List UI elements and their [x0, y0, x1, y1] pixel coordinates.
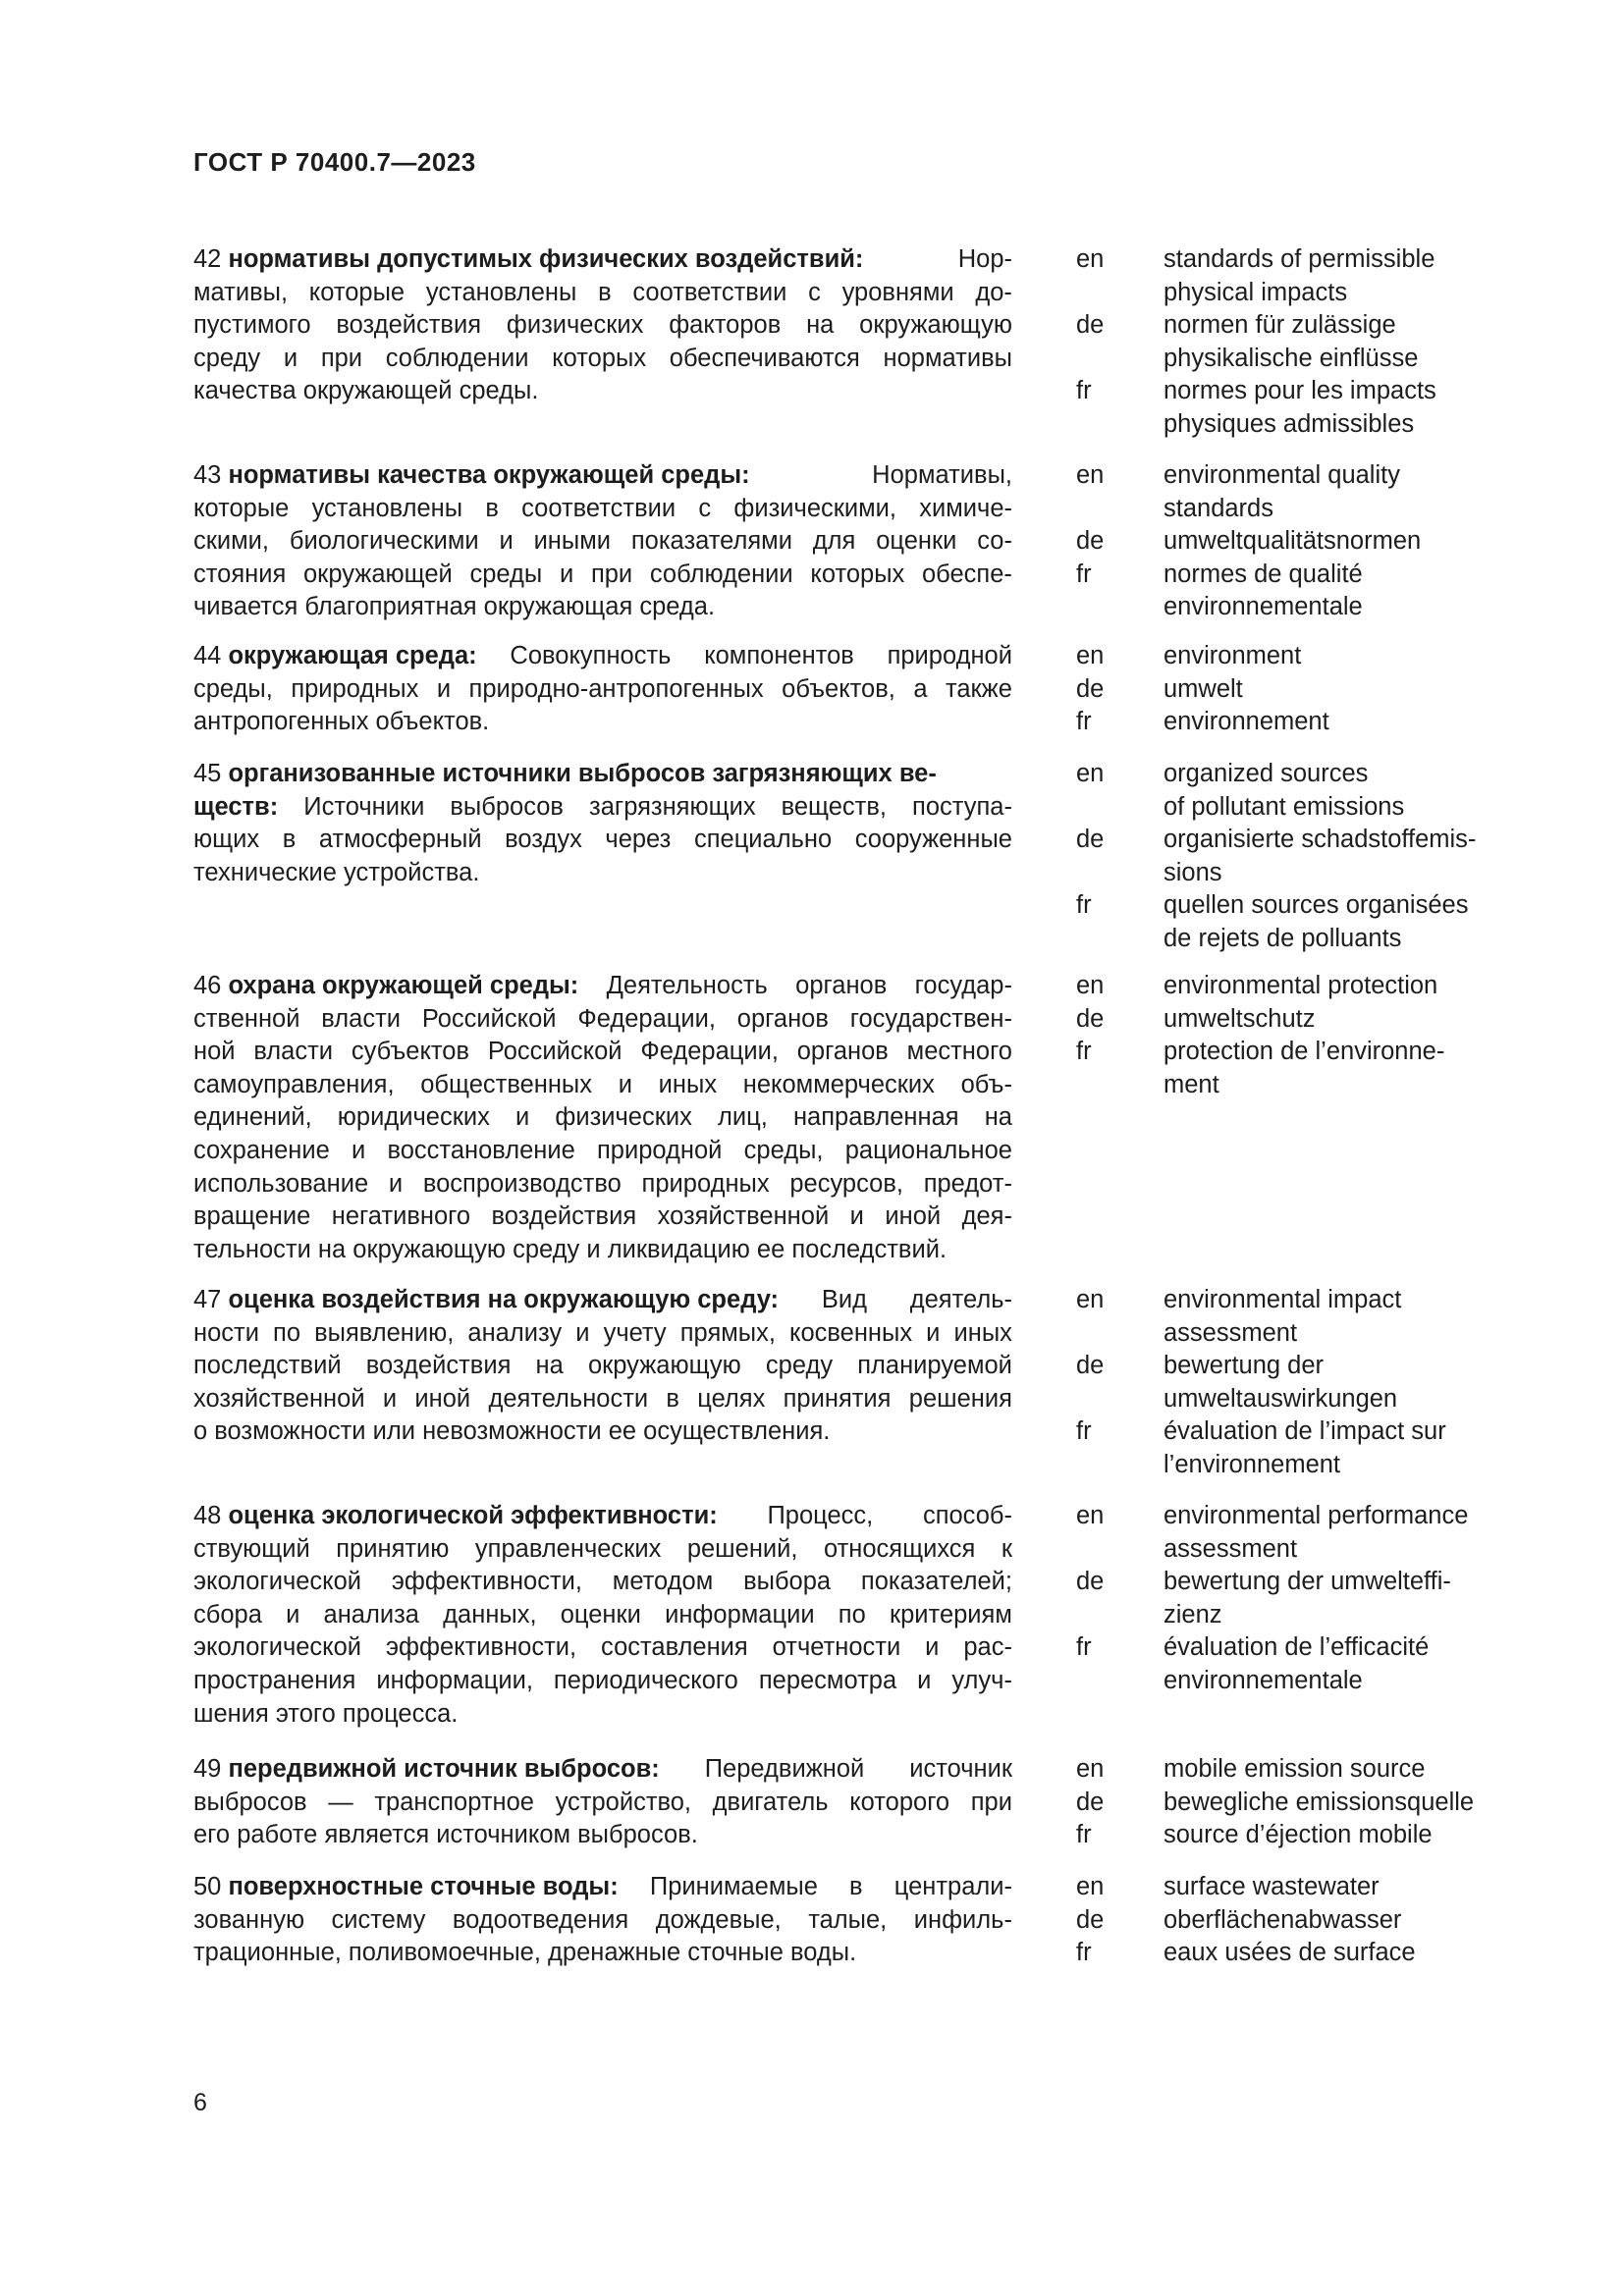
definition-line: сохранение и восстановление природной среды, рациональное	[193, 1136, 1012, 1164]
term-definition	[193, 970, 1012, 1266]
foreign-term: de rejets de polluants	[1164, 925, 1402, 952]
definition-line: самоуправления, общественных и иных некоммерческих объ-	[193, 1070, 1012, 1098]
definition-word: источник	[909, 1755, 1012, 1783]
language-code: de	[1076, 1004, 1105, 1033]
definition-line: качества окружающей среды.	[193, 377, 539, 405]
term-title: организованные источники выбросов загрязняющих ве-	[228, 760, 937, 787]
term-definition	[193, 459, 1012, 624]
foreign-term: l’environnement	[1164, 1451, 1341, 1478]
definition-line: Нормативы,	[872, 461, 1012, 489]
definition-line: шения этого процесса.	[193, 1699, 459, 1728]
foreign-term: eaux usées de surface	[1164, 1939, 1416, 1967]
term-definition	[193, 758, 1012, 889]
definition-line: трационные, поливомоечные, дренажные сточные воды.	[193, 1939, 857, 1967]
foreign-term: quellen sources organisées	[1164, 891, 1469, 920]
language-code: fr	[1076, 1633, 1092, 1662]
foreign-term: standards of permissible	[1164, 245, 1435, 273]
foreign-term: mobile emission source	[1164, 1755, 1426, 1783]
definition-word: в	[849, 1873, 863, 1900]
definition-word: деятель-	[909, 1286, 1012, 1313]
language-code: fr	[1076, 1038, 1092, 1066]
term-definition	[193, 640, 1012, 739]
language-code: fr	[1076, 891, 1092, 920]
definition-line: ной власти субъектов Российской Федерации, органов местного	[193, 1038, 1012, 1066]
definition-line: пространения информации, периодического пересмотра и улуч-	[193, 1666, 1012, 1694]
term-title: нормативы качества окружающей среды:	[228, 461, 750, 489]
definition-line: сбора и анализа данных, оценки информации по критериям	[193, 1600, 1012, 1629]
term-definition	[193, 1500, 1012, 1731]
term-number: 49	[193, 1755, 229, 1783]
foreign-term: environmental protection	[1164, 972, 1438, 999]
language-code: fr	[1076, 560, 1092, 588]
term-number: 42	[193, 245, 229, 273]
language-code: de	[1076, 1352, 1105, 1380]
definition-word: Вид	[821, 1286, 867, 1313]
language-code: fr	[1076, 377, 1092, 405]
term-title: поверхностные сточные воды:	[228, 1873, 619, 1900]
definition-word: компонентов	[704, 642, 854, 669]
term-number: 47	[193, 1286, 229, 1313]
language-code: de	[1076, 1788, 1105, 1816]
definition-line: ющих в атмосферный воздух через специально сооруженные	[193, 826, 1012, 854]
foreign-term: bewertung der	[1164, 1352, 1325, 1380]
definition-line: зованную систему водоотведения дождевые, талые, инфиль-	[193, 1905, 1012, 1934]
definition-word: Принимаемые	[649, 1873, 818, 1900]
foreign-term: umweltschutz	[1164, 1004, 1316, 1033]
foreign-term: organized sources	[1164, 760, 1369, 787]
foreign-term: sions	[1164, 858, 1222, 886]
foreign-term: umweltauswirkungen	[1164, 1384, 1398, 1413]
definition-line: ществ: Источники выбросов загрязняющих веществ, поступа-	[193, 792, 1012, 821]
term-definition	[193, 243, 1012, 408]
foreign-term: environment	[1164, 642, 1302, 669]
term-title: окружающая среда:	[228, 642, 477, 669]
term-number: 46	[193, 972, 229, 999]
term-number: 50	[193, 1873, 229, 1900]
definition-word: Совокупность	[510, 642, 672, 669]
definition-line: среды, природных и природно-антропогенных объектов, а также	[193, 674, 1012, 703]
foreign-term: protection de l’environne-	[1164, 1038, 1445, 1066]
language-code: en	[1076, 1873, 1105, 1900]
definition-line: среду и при соблюдении которых обеспечиваются нормативы	[193, 344, 1012, 372]
foreign-term: physikalische einflüsse	[1164, 344, 1419, 372]
definition-word: централи-	[893, 1873, 1012, 1900]
foreign-term: organisierte schadstoffemis-	[1164, 826, 1477, 854]
term-title: передвижной источник выбросов:	[228, 1755, 660, 1783]
language-code: en	[1076, 461, 1105, 489]
term-title: оценка экологической эффективности:	[228, 1502, 718, 1529]
definition-line: ственной власти Российской Федерации, органов государствен-	[193, 1004, 1012, 1033]
definition-line: использование и воспроизводство природных ресурсов, предот-	[193, 1169, 1012, 1198]
foreign-term: of pollutant emissions	[1164, 792, 1405, 821]
foreign-term: physical impacts	[1164, 278, 1348, 306]
term-number: 44	[193, 642, 229, 669]
language-code: de	[1076, 527, 1105, 556]
definition-line: чивается благоприятная окружающая среда.	[193, 593, 716, 621]
definition-word: Процесс,	[767, 1502, 874, 1529]
language-code: en	[1076, 760, 1105, 787]
foreign-term: umwelt	[1164, 674, 1243, 703]
term-title: охрана окружающей среды:	[228, 972, 579, 999]
definition-line: экологической эффективности, составления отчетности и рас-	[193, 1633, 1012, 1662]
definition-line: хозяйственной и иной деятельности в целях принятия решения	[193, 1384, 1012, 1413]
definition-line: последствий воздействия на окружающую среду планируемой	[193, 1352, 1012, 1380]
term-definition	[193, 1871, 1012, 1970]
foreign-term: assessment	[1164, 1318, 1298, 1347]
term-number: 48	[193, 1502, 229, 1529]
foreign-term: évaluation de l’efficacité	[1164, 1633, 1430, 1662]
definition-word: способ-	[922, 1502, 1012, 1529]
foreign-term: standards	[1164, 494, 1273, 522]
definition-line: вращение негативного воздействия хозяйственной и иной дея-	[193, 1202, 1012, 1231]
foreign-term: bewertung der umwelteffi-	[1164, 1568, 1451, 1596]
definition-line: Нор-	[957, 245, 1012, 273]
term-title: оценка воздействия на окружающую среду:	[228, 1286, 780, 1313]
language-code: en	[1076, 642, 1105, 669]
language-code: fr	[1076, 1939, 1092, 1967]
definition-line: о возможности или невозможности ее осуществления.	[193, 1417, 831, 1446]
definition-line: антропогенных объектов.	[193, 708, 490, 736]
foreign-term: assessment	[1164, 1534, 1298, 1563]
term-number: 45	[193, 760, 229, 787]
term-title: нормативы допустимых физических воздействий:	[228, 245, 864, 273]
foreign-term: environnementale	[1164, 593, 1363, 621]
definition-word: государ-	[914, 972, 1012, 999]
language-code: de	[1076, 674, 1105, 703]
language-code: fr	[1076, 708, 1092, 736]
language-code: fr	[1076, 1417, 1092, 1446]
definition-line: технические устройства.	[193, 858, 480, 886]
foreign-term: environnementale	[1164, 1667, 1363, 1694]
foreign-term: évaluation de l’impact sur	[1164, 1417, 1446, 1446]
language-code: de	[1076, 1905, 1105, 1934]
foreign-term: surface wastewater	[1164, 1873, 1380, 1900]
language-code: de	[1076, 1568, 1105, 1596]
definition-line: стояния окружающей среды и при соблюдении которых обеспе-	[193, 560, 1012, 588]
language-code: en	[1076, 972, 1105, 999]
page-number: 6	[193, 2089, 207, 2116]
foreign-term: ment	[1164, 1070, 1219, 1098]
definition-line: его работе является источником выбросов.	[193, 1821, 698, 1849]
foreign-term: normen für zulässige	[1164, 311, 1396, 340]
definition-line: пустимого воздействия физических факторов на окружающую	[193, 311, 1012, 340]
foreign-term: environmental performance	[1164, 1502, 1469, 1529]
definition-line: ствующий принятию управленческих решений, относящихся к	[193, 1534, 1012, 1563]
language-code: de	[1076, 311, 1105, 340]
language-code: en	[1076, 1755, 1105, 1783]
definition-line: которые установлены в соответствии с физическими, химиче-	[193, 494, 1012, 522]
definition-word: Деятельность	[606, 972, 768, 999]
foreign-term: environnement	[1164, 708, 1329, 736]
definition-line: скими, биологическими и иными показателями для оценки со-	[193, 527, 1012, 556]
foreign-term: zienz	[1164, 1600, 1222, 1629]
definition-line: единений, юридических и физических лиц, направленная на	[193, 1103, 1012, 1132]
definition-line: выбросов — транспортное устройство, двигатель которого при	[193, 1788, 1012, 1816]
term-definition	[193, 1753, 1012, 1852]
definition-word: органов	[795, 972, 888, 999]
language-code: fr	[1076, 1821, 1092, 1849]
definition-word: природной	[887, 642, 1012, 669]
language-code: en	[1076, 245, 1105, 273]
foreign-term: environmental quality	[1164, 461, 1400, 489]
document-header: ГОСТ Р 70400.7—2023	[193, 147, 476, 177]
definition-word: Передвижной	[704, 1755, 865, 1783]
foreign-term: bewegliche emissionsquelle	[1164, 1788, 1475, 1816]
language-code: en	[1076, 1286, 1105, 1313]
term-number: 43	[193, 461, 229, 489]
foreign-term: oberflächenabwasser	[1164, 1905, 1402, 1934]
definition-line: экологической эффективности, методом выбора показателей;	[193, 1568, 1012, 1596]
foreign-term: umweltqualitätsnormen	[1164, 527, 1422, 556]
definition-line: тельности на окружающую среду и ликвидацию ее последствий.	[193, 1235, 947, 1263]
language-code: de	[1076, 826, 1105, 854]
foreign-term: physiques admissibles	[1164, 410, 1415, 438]
foreign-term: source d’éjection mobile	[1164, 1821, 1433, 1849]
definition-line: мативы, которые установлены в соответствии с уровнями до-	[193, 278, 1012, 306]
foreign-term: normes de qualité	[1164, 560, 1363, 588]
definition-line: ности по выявлению, анализу и учету прямых, косвенных и иных	[193, 1318, 1012, 1347]
term-definition	[193, 1284, 1012, 1449]
foreign-term: normes pour les impacts	[1164, 377, 1436, 405]
foreign-term: environmental impact	[1164, 1286, 1402, 1313]
language-code: en	[1076, 1502, 1105, 1529]
